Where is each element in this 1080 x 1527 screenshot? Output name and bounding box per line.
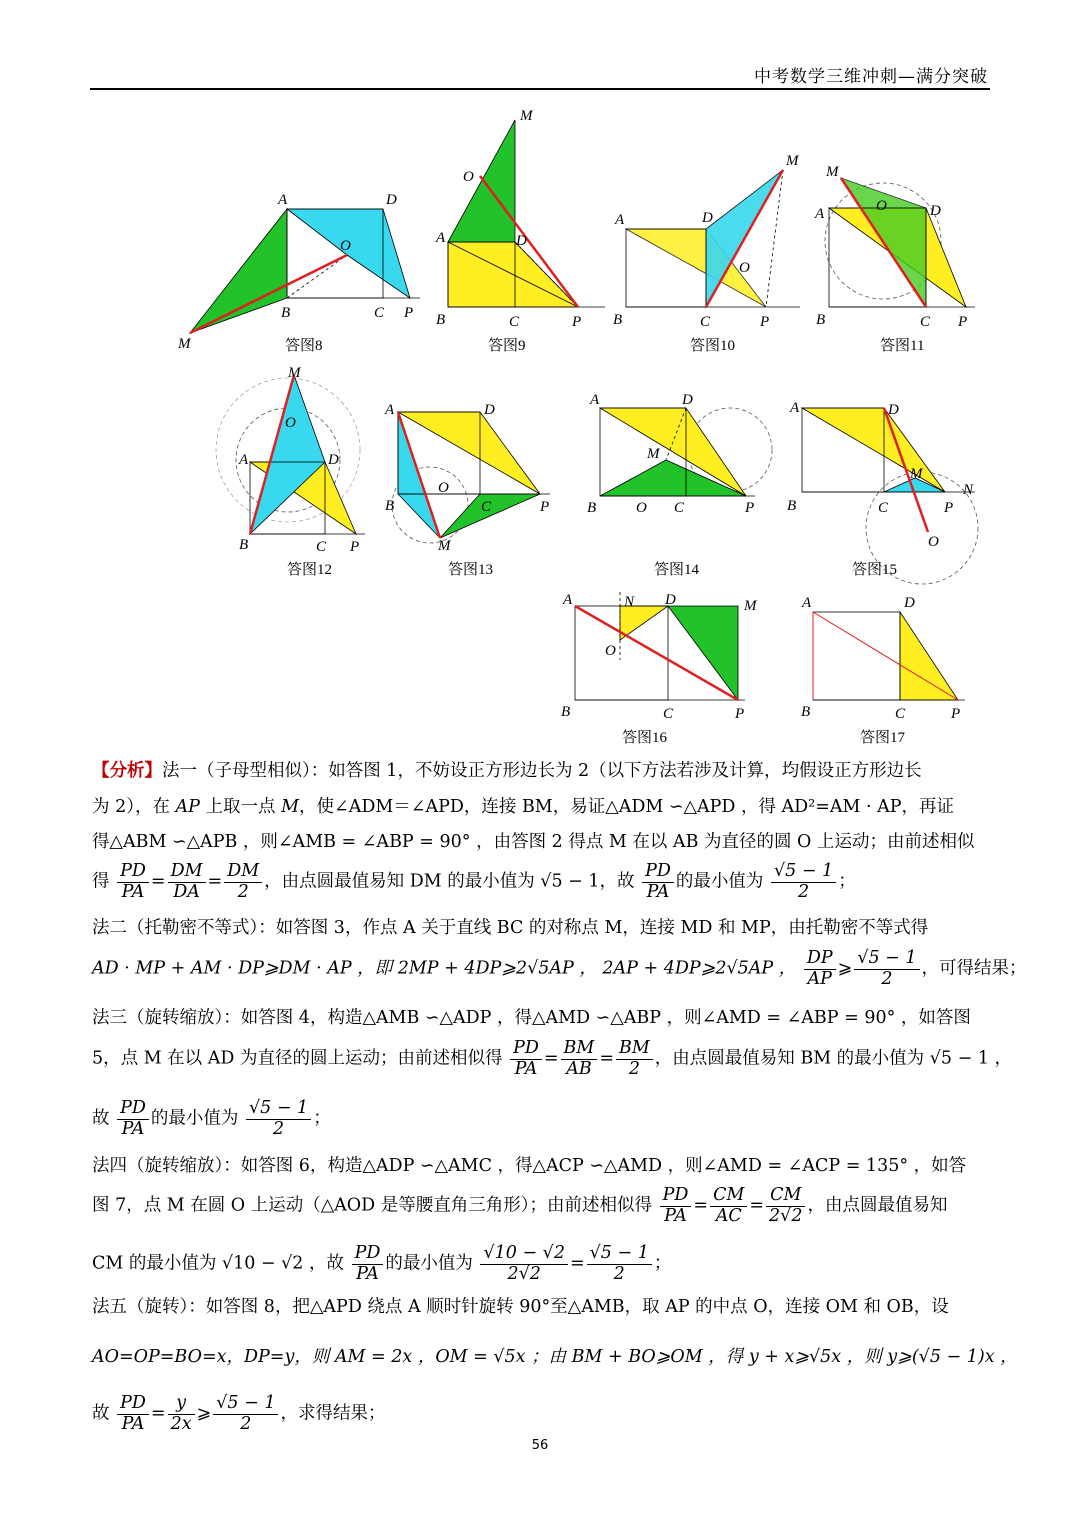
header-title: 中考数学三维冲刺—满分突破 [754, 67, 988, 87]
label-c-17: C [895, 706, 906, 722]
figure-17 [813, 612, 965, 700]
analysis-line-2: 为 2），在 AP 上取一点 M，使∠ADM＝∠APD，连接 BM，易证△ADM ∽△APD ，得 AD²=AM · AP，再证 [92, 797, 955, 817]
label-a-14: A [590, 392, 600, 408]
label-d-15: D [888, 402, 899, 418]
label-a-8: A [278, 192, 288, 208]
analysis-line-3: 得△ABM ∽△APB ，则∠AMB = ∠ABP = 90° ，由答图 2 得点 M 在以 AB 为直径的圆 O 上运动；由前述相似 [92, 832, 975, 852]
label-o-16: O [605, 643, 616, 659]
figure-11 [825, 178, 975, 307]
label-b-12: B [239, 537, 249, 553]
analysis-line-1: 【分析】法一（子母型相似）：如答图 1，不妨设正方形边长为 2（以下方法若涉及计算，均假设正方形边长 [92, 761, 922, 781]
label-c-16: C [663, 706, 674, 722]
figure-9 [448, 120, 605, 307]
label-c-12: C [316, 539, 327, 555]
analysis-line-5: 法二（托勒密不等式）：如答图 3，作点 A 关于直线 BC 的对称点 M，连接 MD 和 MP，由托勒密不等式得 [92, 918, 929, 938]
label-m-16: M [744, 598, 757, 614]
caption-fig13: 答图13 [448, 562, 494, 578]
label-b-13: B [385, 498, 395, 514]
label-o-12: O [285, 415, 296, 431]
label-b-10: B [613, 312, 623, 328]
label-m-14: M [647, 446, 660, 462]
figure-8 [190, 209, 420, 333]
label-a-16: A [563, 592, 573, 608]
label-d-16: D [665, 592, 676, 608]
caption-fig8: 答图8 [285, 338, 323, 354]
label-m-8: M [178, 336, 191, 352]
figure-15 [802, 408, 978, 584]
label-p-17: P [951, 706, 961, 722]
label-c-14: C [674, 500, 685, 516]
label-d-9: D [516, 233, 527, 249]
label-c-15: C [878, 500, 889, 516]
label-d-10: D [702, 210, 713, 226]
analysis-line-7: 法三（旋转缩放）：如答图 4，构造△AMB ∽△ADP ，得△AMD ∽△ABP ，则∠AMD = ∠ABP = 90° ，如答图 [92, 1008, 971, 1028]
caption-fig17: 答图17 [860, 730, 906, 746]
analysis-line-9: 故 $\frac{PD}{PA}$ 的最小值为 $\frac{√5 - 1}{2}$ ； [92, 1098, 331, 1139]
label-m-12: M [288, 365, 301, 381]
analysis-line-11: 图 7，点 M 在圆 O 上运动（△AOD 是等腰直角三角形）；由前述相似得 $\frac{PD}{PA}$ = $\frac{CM}{AC}$ = $\frac{CM}{2√2}$ ，由点圆最值易知 [92, 1185, 948, 1226]
label-b-16: B [561, 704, 571, 720]
label-o-13: O [438, 480, 449, 496]
label-d-11: D [930, 203, 941, 219]
caption-fig15: 答图15 [852, 562, 898, 578]
label-a-9: A [436, 230, 446, 246]
label-n-15: N [963, 482, 974, 498]
caption-fig14: 答图14 [654, 562, 700, 578]
analysis-line-10: 法四（旋转缩放）：如答图 6，构造△ADP ∽△AMC ，得△ACP ∽△AMD ，则∠AMD = ∠ACP = 135° ，如答 [92, 1156, 967, 1176]
label-d-17: D [904, 595, 915, 611]
label-o-9: O [463, 169, 474, 185]
label-c-10: C [700, 314, 711, 330]
label-d-13: D [484, 402, 495, 418]
label-m-10: M [786, 153, 799, 169]
label-o-11: O [876, 198, 887, 214]
label-b-15: B [787, 498, 797, 514]
label-p-13: P [540, 499, 550, 515]
label-m-9: M [520, 108, 533, 124]
label-b-17: B [801, 704, 811, 720]
analysis-line-14: AO=OP=BO=x，DP=y，则 AM = 2x ，OM = √5x ；由 BM + BO⩾OM ，得 y + x⩾√5x ，则 y⩾(√5 − 1)x ， [92, 1347, 1018, 1367]
label-b-8: B [281, 305, 291, 321]
page-number: 56 [531, 1438, 549, 1453]
label-b-11: B [816, 312, 826, 328]
label-m-13: M [438, 538, 451, 554]
label-a-15: A [790, 400, 800, 416]
label-p-11: P [958, 314, 968, 330]
caption-fig9: 答图9 [488, 338, 526, 354]
label-d-14: D [682, 392, 693, 408]
label-m-15: M [910, 466, 923, 482]
label-c-8: C [374, 305, 385, 321]
caption-fig11: 答图11 [880, 338, 925, 354]
label-p-15: P [944, 500, 954, 516]
label-b-14: B [587, 500, 597, 516]
label-p-12: P [350, 539, 360, 555]
analysis-line-4: 得 $\frac{PD}{PA}$ = $\frac{DM}{DA}$ = $\frac{DM}{2}$ ，由点圆最值易知 DM 的最小值为 √5 − 1，故 $\frac{PD}{PA}$ 的最小值为 $\frac{√5 - 1}{2}$ ； [92, 861, 856, 902]
label-b-9: B [436, 312, 446, 328]
label-a-11: A [815, 206, 825, 222]
label-a-13: A [385, 402, 395, 418]
figure-16 [575, 592, 745, 700]
label-m-11: M [826, 164, 839, 180]
caption-fig10: 答图10 [690, 338, 736, 354]
caption-fig12: 答图12 [287, 562, 333, 578]
analysis-line-6: AD · MP + AM · DP⩾DM · AP ，即 2MP + 4DP⩾2√5AP ， 2AP + 4DP⩾2√5AP ， $\frac{DP}{AP}$ ⩾ $\frac{√5 - 1}{2}$ ，可得结果； [92, 948, 1027, 989]
analysis-line-15: 故 $\frac{PD}{PA}$ = $\frac{y}{2x}$ ⩾ $\frac{√5 - 1}{2}$ ，求得结果； [92, 1393, 386, 1434]
label-p-14: P [745, 500, 755, 516]
label-p-10: P [760, 314, 770, 330]
label-d-8: D [386, 192, 397, 208]
label-c-11: C [920, 314, 931, 330]
label-o-10: O [739, 260, 750, 276]
label-p-9: P [572, 314, 582, 330]
label-n-16: N [624, 594, 635, 610]
label-d-12: D [328, 452, 339, 468]
label-p-16: P [735, 706, 745, 722]
label-p-8: P [404, 305, 414, 321]
figure-13 [392, 412, 550, 543]
figure-14 [600, 408, 772, 496]
label-c-13: C [481, 499, 492, 515]
label-a-12: A [239, 452, 249, 468]
analysis-line-13: 法五（旋转）：如答图 8，把△APD 绕点 A 顺时针旋转 90°至△AMB，取 AP 的中点 O，连接 OM 和 OB，设 [92, 1297, 949, 1317]
label-o-14: O [636, 500, 647, 516]
answer-figures [0, 0, 1080, 760]
label-o-8: O [340, 238, 351, 254]
analysis-line-12: CM 的最小值为 √10 − √2 ，故 $\frac{PD}{PA}$ 的最小值为 $\frac{√10 - √2}{2√2}$ = $\frac{√5 - 1}{2}$ ； [92, 1243, 672, 1284]
label-a-17: A [802, 595, 812, 611]
figure-10 [626, 170, 800, 307]
label-c-9: C [509, 314, 520, 330]
label-o-15: O [928, 534, 939, 550]
analysis-line-8: 5，点 M 在以 AD 为直径的圆上运动；由前述相似得 $\frac{PD}{PA}$ = $\frac{BM}{AB}$ = $\frac{BM}{2}$ ，由点圆最值易知 BM 的最小值为 √5 − 1 ， [92, 1038, 1013, 1079]
analysis-tag: 【分析】 [92, 761, 162, 781]
label-a-10: A [615, 212, 625, 228]
caption-fig16: 答图16 [622, 730, 668, 746]
